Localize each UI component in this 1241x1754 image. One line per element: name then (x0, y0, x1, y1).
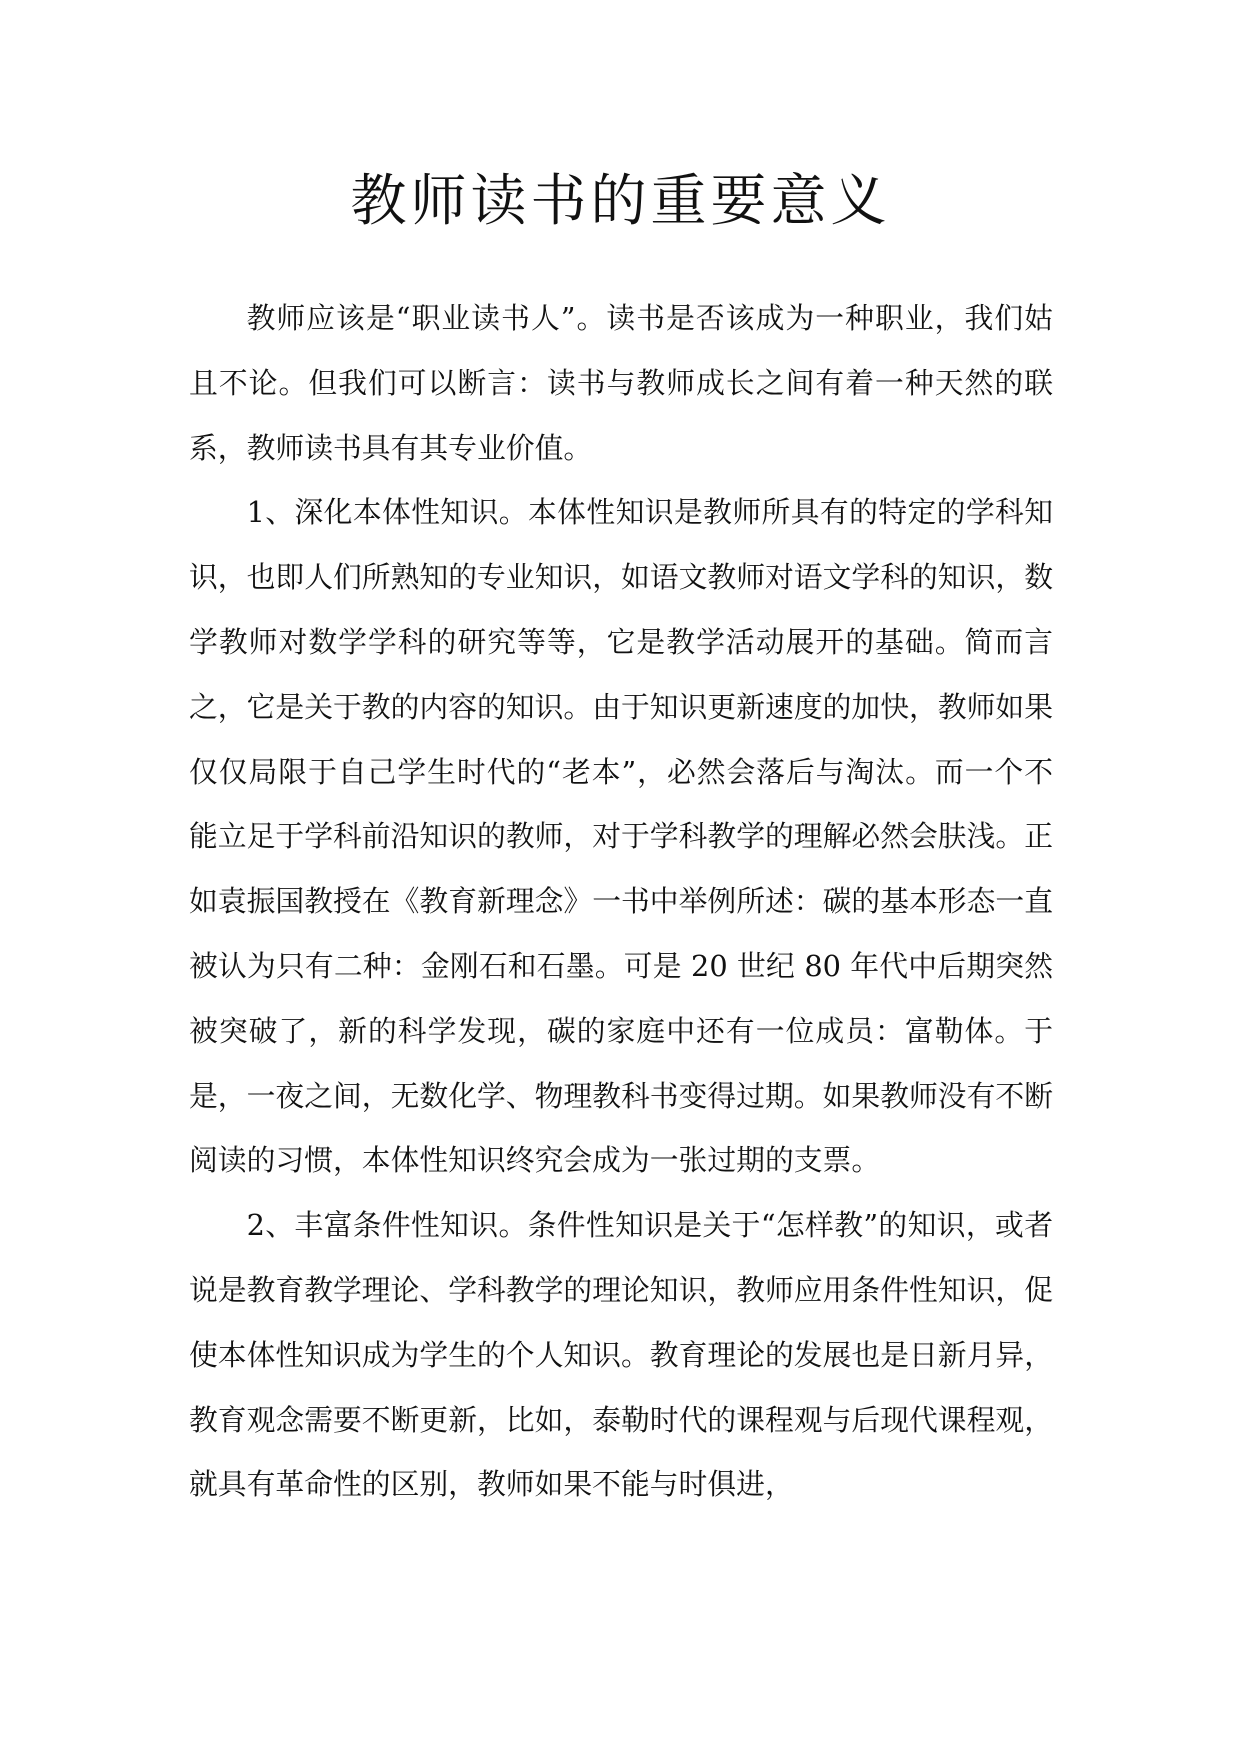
paragraph-point-2: 2、丰富条件性知识。条件性知识是关于“怎样教”的知识，或者说是教育教学理论、学科教学的理论知识，教师应用条件性知识，促使本体性知识成为学生的个人知识。教育理论的发展也是日新月异，教育观念需要不断更新，比如，泰勒时代的课程观与后现代课程观，就具有革命性的区别，教师如果不能与时俱进， (189, 1208, 1053, 1502)
paragraph-intro: 教师应该是“职业读书人”。读书是否该成为一种职业，我们姑且不论。但我们可以断言：读书与教师成长之间有着一种天然的联系，教师读书具有其专业价值。 (189, 301, 1053, 465)
paragraph-point-1: 1、深化本体性知识。本体性知识是教师所具有的特定的学科知识，也即人们所熟知的专业知识，如语文教师对语文学科的知识，数学教师对数学学科的研究等等，它是教学活动展开的基础。简而言之，它是关于教的内容的知识。由于知识更新速度的加快，教师如果仅仅局限于自己学生时代的“老本”，必然会落后与淘汰。而一个不能立足于学科前沿知识的教师，对于学科教学的理解必然会肤浅。正如袁振国教授在《教育新理念》一书中举例所述：碳的基本形态一直被认为只有二种：金刚石和石墨。可是 20 世纪 80 年代中后期突然被突破了，新的科学发现，碳的家庭中还有一位成员：富勒体。于是，一夜之间，无数化学、物理教科书变得过期。如果教师没有不断阅读的习惯，本体性知识终究会成为一张过期的支票。 (189, 495, 1053, 1178)
document-title: 教师读书的重要意义 (350, 169, 891, 234)
document-body (189, 286, 1053, 1517)
